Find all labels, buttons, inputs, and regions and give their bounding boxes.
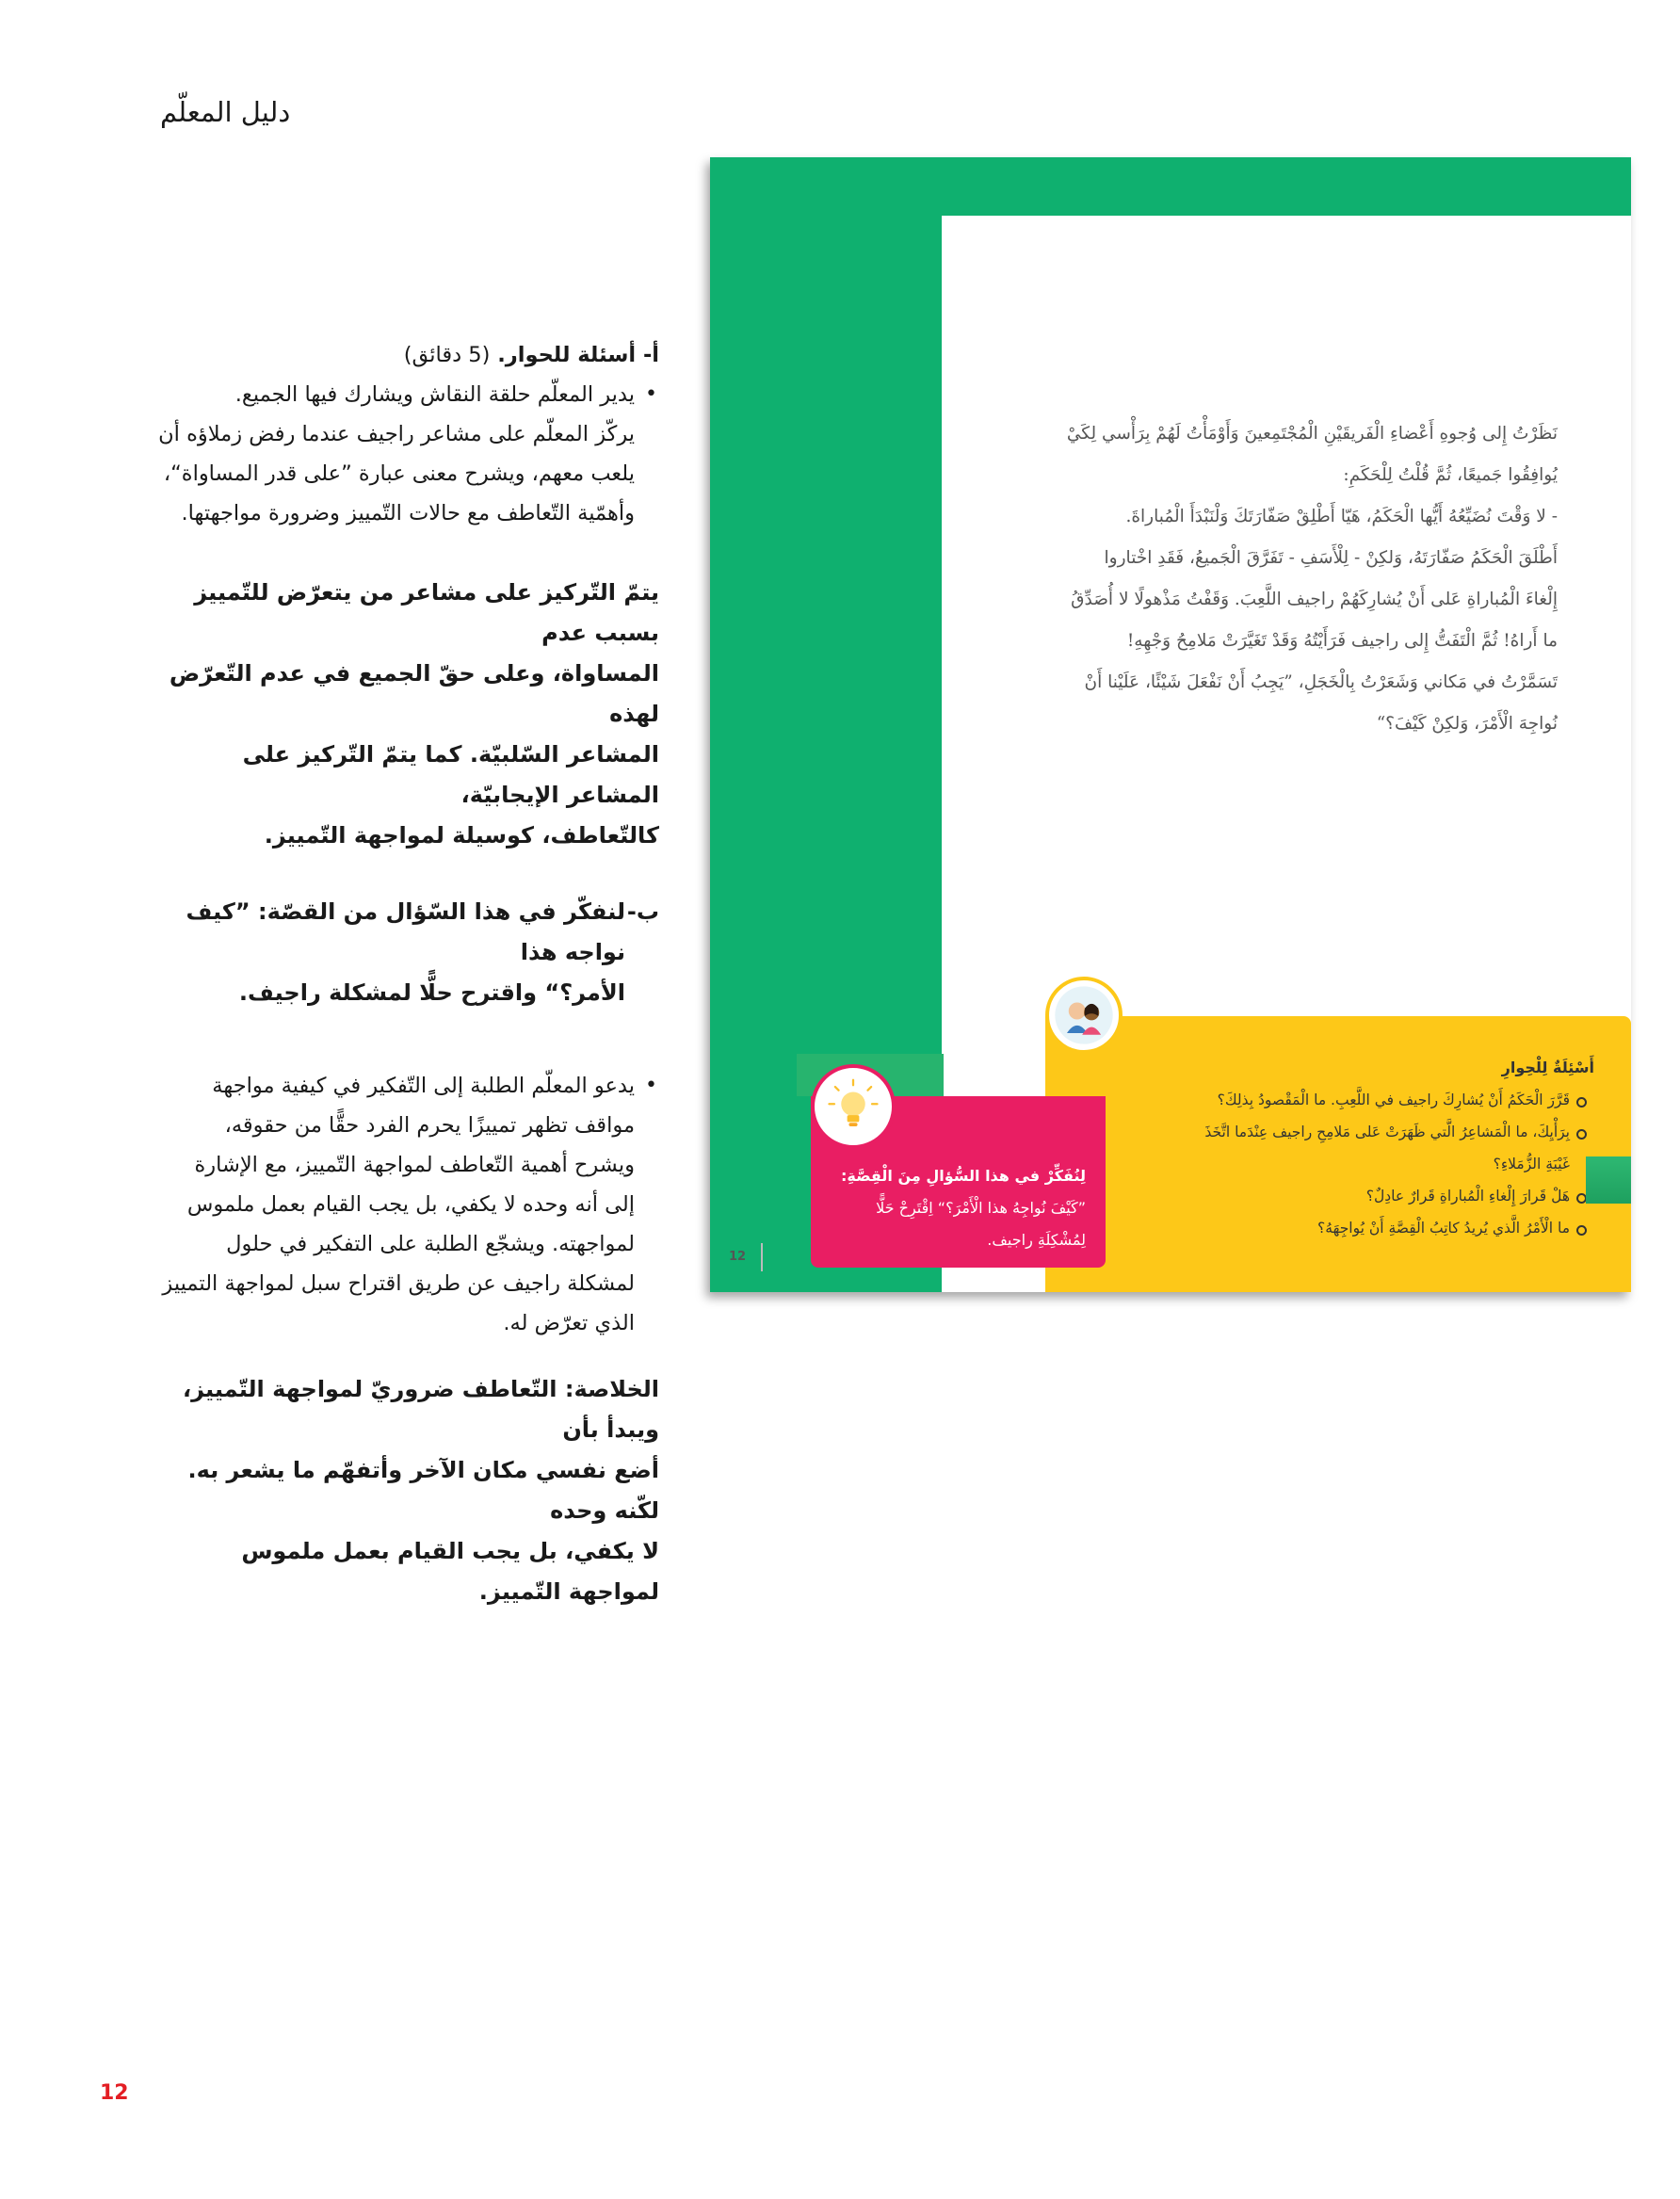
story-text	[1002, 413, 1558, 745]
lightbulb-icon	[811, 1064, 896, 1149]
section-a-line: يركّز المعلّم على مشاعر راجيف عندما رفض زملاؤه أن	[158, 422, 635, 446]
people-icon-graphic	[1049, 980, 1119, 1050]
bullet-line: • يدعو المعلّم الطلبة إلى التّفكير في كيفية مواجهة	[151, 1066, 659, 1106]
focus-line: المساواة، وعلى حقّ الجميع في عدم التّعرّض لهذه	[169, 660, 659, 727]
think-text	[839, 1160, 1086, 1256]
bullet-line: لمواجهته. ويشجّع الطلبة على التفكير في حلول	[226, 1232, 635, 1256]
bullet-line: الذي تعرّض له.	[503, 1311, 635, 1335]
story-line: ما أَراهُ! ثُمَّ الْتَفَتُّ إِلى راجيف فَرَأَيْتُهُ وَقَدْ تَغَيَّرَتْ مَلامِحُ وَجْهِهِ!	[1126, 631, 1558, 651]
section-b-bullet	[151, 1066, 659, 1343]
story-line: إِلْغاءَ الْمُباراةِ عَلى أَنْ يُشارِكَهُمْ راجيف اللَّعِبَ. وَقَفْتُ مَذْهولًا لا أُصَدِّقُ	[1071, 590, 1558, 609]
lightbulb-icon-graphic	[815, 1068, 892, 1145]
people-icon	[1045, 977, 1123, 1054]
section-a-bullet: • يدير المعلّم حلقة النقاش ويشارك فيها الجميع.	[151, 375, 659, 414]
dialogue-list	[1062, 1084, 1594, 1244]
story-line: أَطْلَقَ الْحَكَمُ صَفّارَتَهُ، وَلكِنْ - لِلْأَسَفِ - تَفَرَّقَ الْجَميعُ، فَقَدِ اخْتاروا	[1104, 548, 1558, 568]
focus-paragraph	[151, 573, 659, 856]
focus-line: كالتّعاطف، كوسيلة لمواجهة التّمييز.	[264, 822, 659, 849]
focus-line: المشاعر السّلبيّة. كما يتمّ التّركيز على المشاعر الإيجابيّة،	[242, 741, 659, 808]
story-line: نُواجِهَ الْأَمْرَ، وَلكِنْ كَيْفَ؟“	[1376, 714, 1558, 734]
think-title: لِنُفَكِّرْ في هذا السُّؤالِ مِنَ الْقِصَّةِ:	[841, 1167, 1086, 1185]
bullet-line: إلى أنه وحده لا يكفي، بل يجب القيام بعمل ملموس	[186, 1192, 635, 1217]
student-book-page	[710, 157, 1631, 1292]
story-line: يُوافِقُوا جَميعًا، ثُمَّ قُلْتُ لِلْحَكَمِ:	[1343, 465, 1558, 485]
dialogue-item-text: بِرَأْيِكَ، ما الْمَشاعِرُ الَّتي ظَهَرَتْ عَلى مَلامِحِ راجيف عِنْدَما اتَّخَذَ	[1204, 1124, 1570, 1140]
dialogue-content	[1062, 1052, 1594, 1244]
page-number: 12	[100, 2081, 129, 2105]
section-a-time: (5 دقائق)	[403, 343, 491, 367]
bullet-line: لمشكلة راجيف عن طريق اقتراح سبل لمواجهة التمييز	[162, 1271, 635, 1296]
conclusion-line: أضع نفسي مكان الآخر وأتفهّم ما يشعر به. لكّنه وحده	[187, 1457, 659, 1524]
page-divider	[761, 1243, 763, 1271]
section-a-line: يلعب معهم، ويشرح معنى عبارة ”على قدر المساواة“،	[163, 461, 635, 486]
section-b-line: الأمر؟“ واقترح حلًّا لمشكلة راجيف.	[238, 979, 625, 1006]
conclusion-line: الخلاصة: التّعاطف ضروريّ لمواجهة التّمييز، ويبدأ بأن	[183, 1376, 659, 1443]
section-b	[151, 892, 659, 1013]
dialogue-item-cont: غَيْبَةِ الزُّمَلاءِ؟	[1493, 1156, 1570, 1172]
conclusion-line: لا يكفي، بل يجب القيام بعمل ملموس لمواجهة التّمييز.	[241, 1538, 659, 1605]
dialogue-item: قَرَّرَ الْحَكَمُ أَنْ يُشارِكَ راجيف في اللَّعِبِ. ما الْمَقْصودُ بِذلِكَ؟	[1062, 1084, 1594, 1116]
focus-line: يتمّ التّركيز على مشاعر من يتعرّض للتّمييز بسبب عدم	[194, 579, 659, 646]
section-b-marker: ب-	[626, 898, 659, 925]
teacher-notes	[151, 335, 659, 1612]
section-a	[151, 335, 659, 533]
story-line: نَظَرْتُ إِلى وُجوهِ أَعْضاءِ الْفَريقَيْنِ الْمُجْتَمِعينَ وَأَوْمَأْتُ لَهُمْ بِرَأْسي لِكَيْ	[1066, 424, 1558, 444]
section-a-line: وأهمّية التّعاطف مع حالات التّمييز وضرورة مواجهتها.	[181, 501, 635, 525]
bullet-line: مواقف تظهر تمييزًا يحرم الفرد حقًّا من حقوقه،	[224, 1113, 635, 1138]
section-a-title	[151, 335, 659, 375]
conclusion	[151, 1369, 659, 1612]
dialogue-item-prefix: هَلْ	[1551, 1188, 1570, 1205]
bullet-line: ويشرح أهمية التّعاطف لمواجهة التّمييز، مع الإشارة	[194, 1153, 635, 1177]
dialogue-item-text: قَرارَ إِلْغاءِ الْمُباراةِ قَرارٌ عادِلٌ؟	[1365, 1188, 1547, 1205]
story-line: - لا وَقْتَ نُضَيِّعُهُ أَيُّها الْحَكَمُ، هَيّا أَطْلِقْ صَفّارَتَكَ وَلْنَبْدَأَ الْمُباراةَ.	[1125, 507, 1558, 526]
section-a-heading: أ- أسئلة للحوار.	[497, 343, 659, 367]
book-page-number: 12	[729, 1250, 747, 1264]
header-title: دليل المعلّم	[160, 96, 291, 128]
section-b-line: لنفكّر في هذا السّؤال من القصّة: ”كيف نواجه هذا	[186, 898, 625, 965]
think-line: ”كَيْفَ نُواجِهُ هذا الْأَمْرَ؟“ اِقْتَرِحْ حَلًّا	[876, 1199, 1086, 1217]
think-line: لِمُشْكِلَةِ راجيف.	[987, 1231, 1086, 1249]
dialogue-item	[1062, 1180, 1594, 1212]
story-line: تَسَمَّرْتُ في مَكاني وَشَعَرْتُ بِالْخَجَلِ، ”يَجِبُ أَنْ نَفْعَلَ شَيْئًا، عَلَيْنا أَنْ	[1084, 672, 1558, 692]
dialogue-item: ما الْأَمْرُ الَّذي يُريدُ كاتِبُ الْقِصَّةِ أَنْ يُواجِهَهُ؟	[1062, 1212, 1594, 1244]
dialogue-questions-box	[1045, 1016, 1631, 1292]
dialogue-item	[1062, 1116, 1594, 1180]
green-stripe	[1586, 1156, 1631, 1204]
dialogue-title: أَسْئِلَةٌ لِلْحِوارِ	[1501, 1059, 1594, 1076]
